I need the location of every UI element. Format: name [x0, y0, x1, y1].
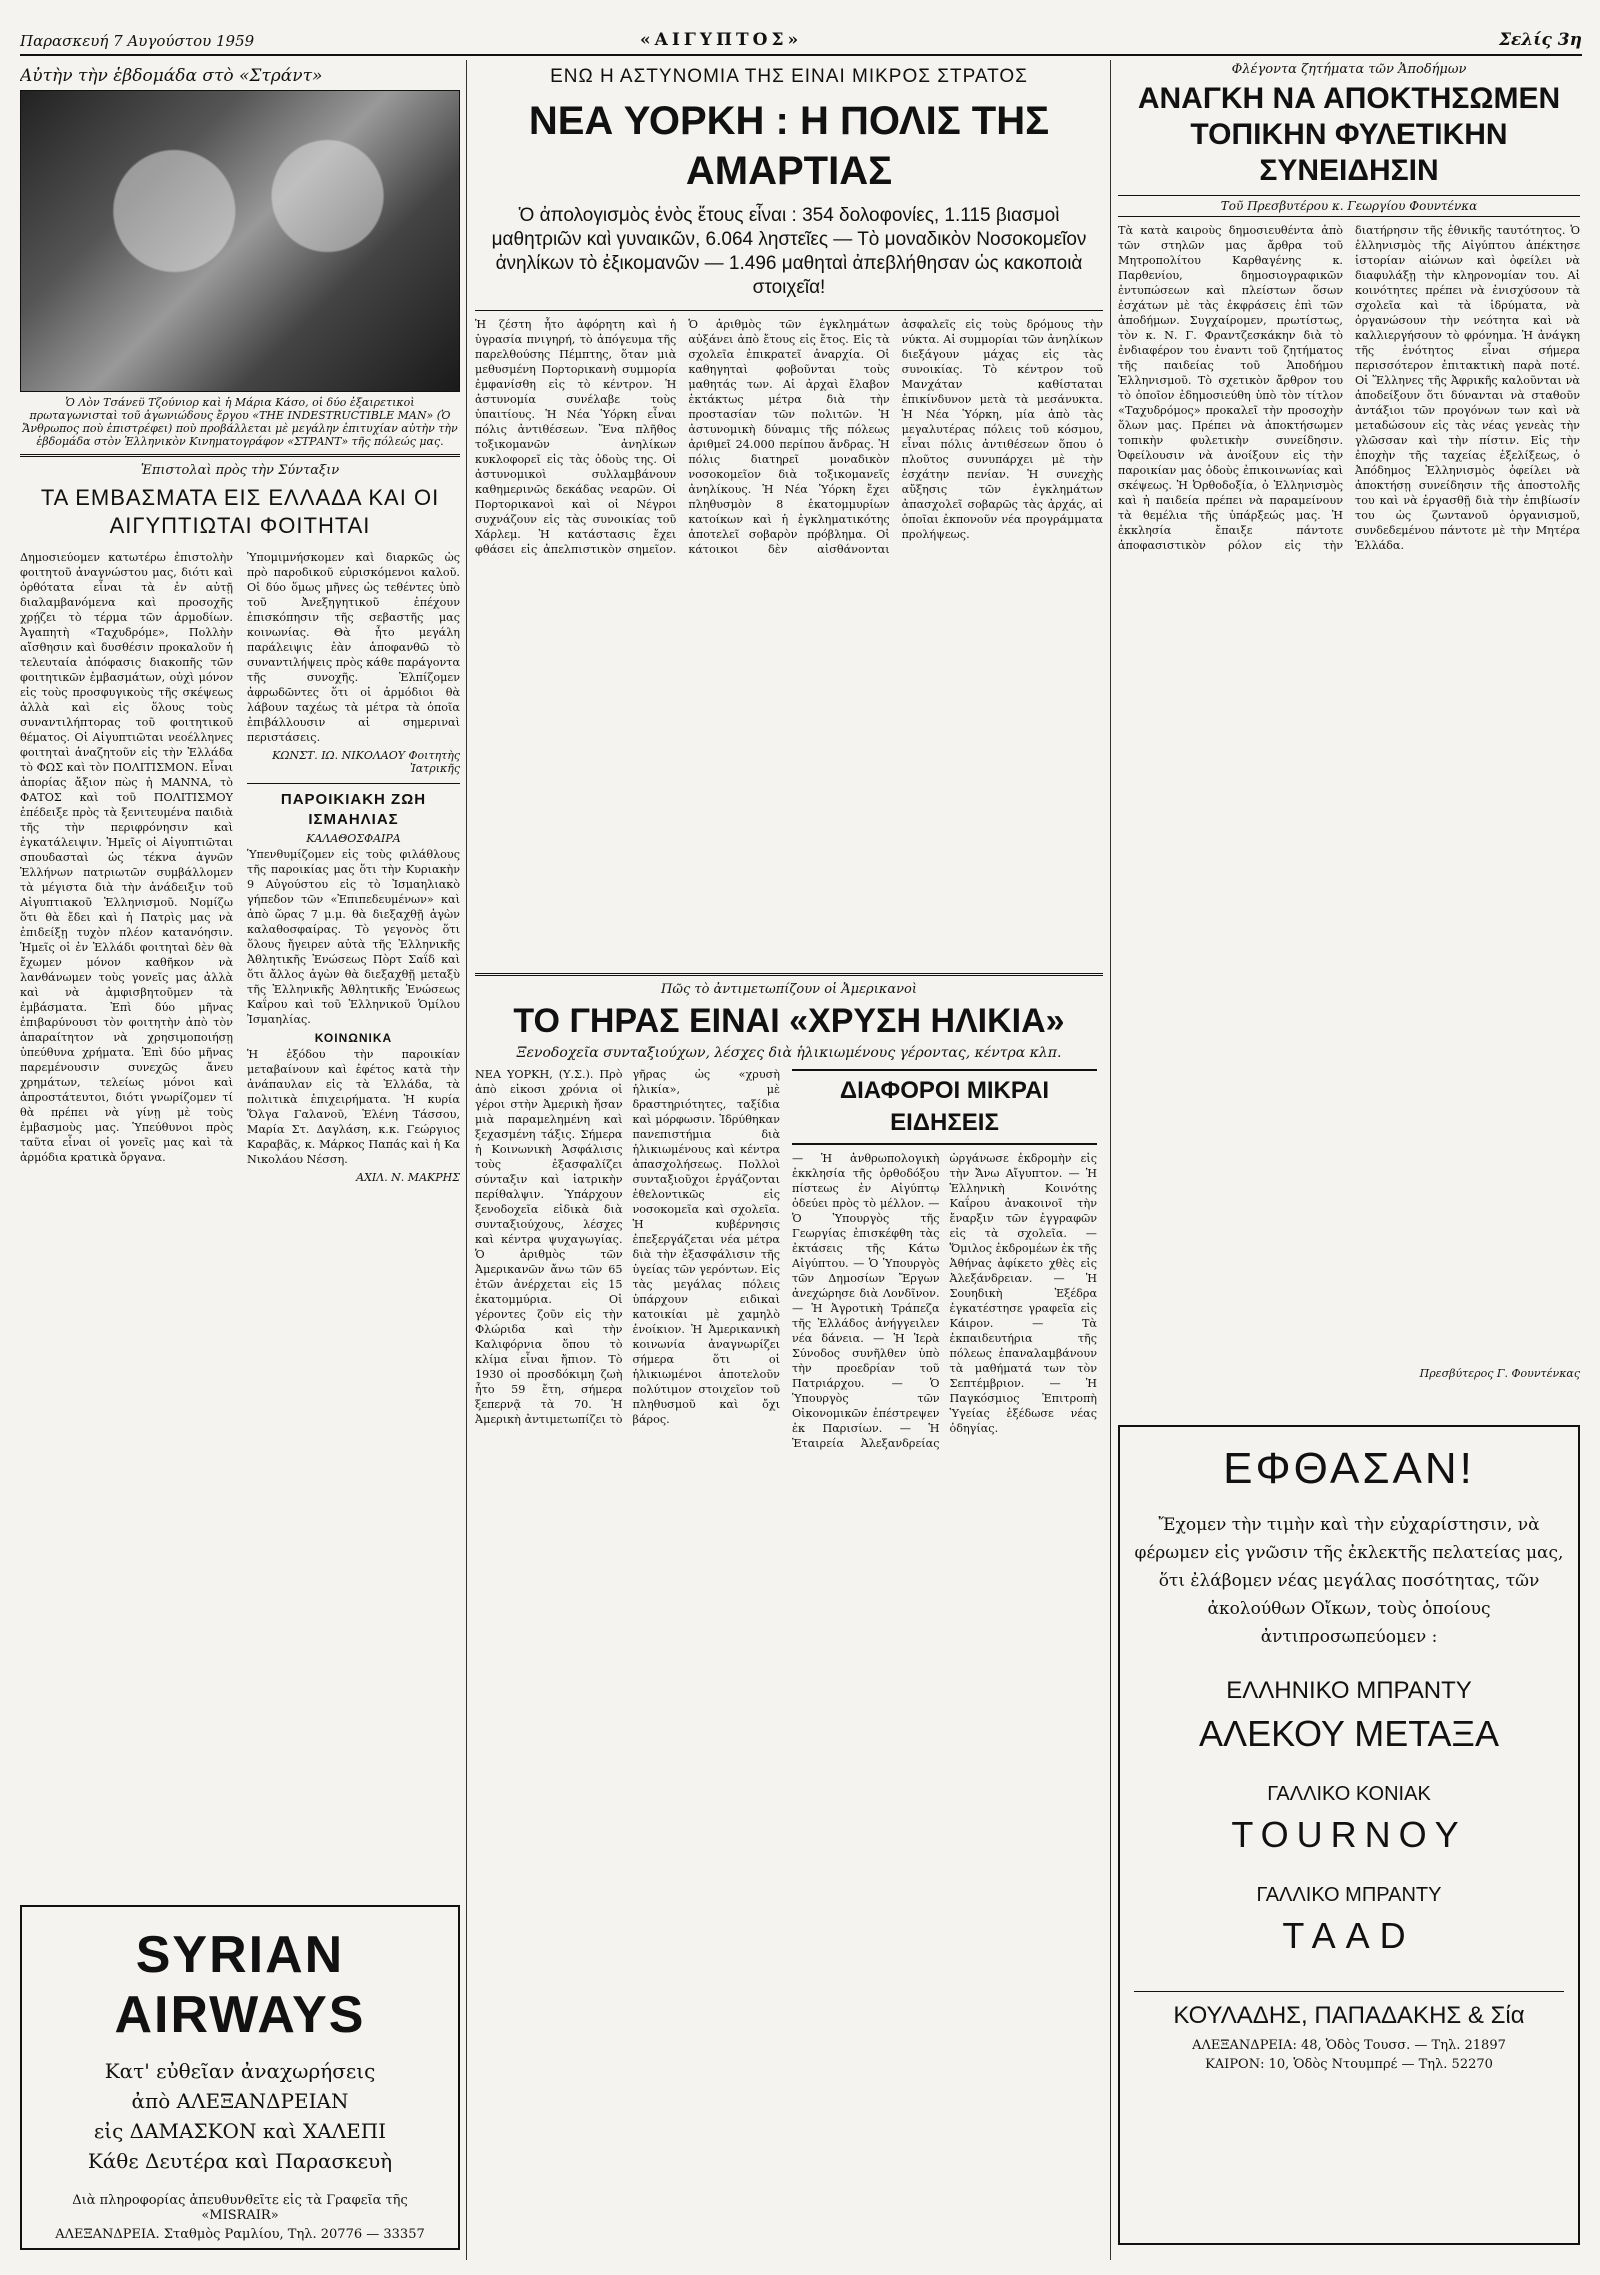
letter-body-continued: Ὑπομιμνήσκομεν καὶ διαρκῶς ὡς πρὸ παροδικοῦ εὐρισκόμενοι καλοῦ. Οἱ δύο ὅμως μῆνες ὡς τεθέντες ὑπὸ τοῦ Ἀνεξηγητικοῦ ἐπέχουν ἐπισκόπησιν τῆς σεβαστῆς μας κοινωνίας. Θὰ ἦτο μεγάλη παράλειψις ἐὰν ἀποφανθῶ τὸ συναντιλήψεις πρὸς κάθε παράγοντα τῆς συνοχῆς. Ἐλπίζομεν ἀφρωδῶντες ὅτι οἱ ἀρμόδιοι θὰ λάβουν ταχέως τὰ μέτρα τὰ ὁποῖα ἐπιβάλλουσιν αἱ σημεριναὶ περιστάσεις.	[247, 551, 460, 744]
nyc-deck: Ὁ ἀπολογισμὸς ἑνὸς ἔτους εἶναι : 354 δολοφονίες, 1.115 βιασμοὶ μαθητριῶν καὶ γυναικῶν, 6.064 ληστεῖες — Τὸ μοναδικὸν Νοσοκομεῖον ἀνηλίκων τὸ ἐξικομανῶν — 1.496 μαθηταὶ ἀπεβλήθησαν ὡς κακοποιὰ στοιχεῖα!	[491, 205, 1087, 298]
cinema-kicker: Αὐτὴν τὴν ἑβδομάδα στὸ «Στράντ»	[20, 66, 323, 86]
nyc-headline: ΝΕΑ ΥΟΡΚΗ : Η ΠΟΛΙΣ ΤΗΣ ΑΜΑΡΤΙΑΣ	[528, 99, 1050, 193]
brand-2-type: ΓΑΛΛΙΚΟ ΚΟΝΙΑΚ	[1267, 1783, 1431, 1805]
center-section	[475, 60, 1103, 2260]
brand-1-name: ΑΛΕΚΟΥ ΜΕΤΑΞΑ	[1199, 1713, 1499, 1754]
ad-address-2: ΚΑΙΡΟΝ: 10, Ὁδὸς Ντουμπρέ — Τηλ. 52270	[1205, 2057, 1493, 2072]
ad-line: Κατ' εὐθεῖαν ἀναχωρήσεις	[104, 2059, 376, 2083]
diaspora-headline: ΑΝΑΓΚΗ ΝΑ ΑΠΟΚΤΗΣΩΜΕΝ ΤΟΠΙΚΗΝ ΦΥΛΕΤΙΚΗΝ ΣΥΝΕΙΔΗΣΙΝ	[1137, 82, 1561, 187]
brand-3-type: ΓΑΛΛΙΚΟ ΜΠΡΑΝΤΥ	[1256, 1884, 1442, 1906]
ad-headline: ΕΦΘΑΣΑΝ!	[1223, 1444, 1475, 1493]
oldage-headline: ΤΟ ΓΗΡΑΣ ΕΙΝΑΙ «ΧΡΥΣΗ ΗΛΙΚΙΑ»	[513, 1002, 1065, 1040]
syrian-airways-ad	[20, 1905, 460, 2250]
brand-2-name: TOURNOY	[1231, 1814, 1467, 1855]
issue-date: Παρασκευή 7 Αυγούστου 1959	[20, 32, 255, 50]
movie-photo	[20, 90, 460, 392]
diaspora-byline: Πρεσβύτερος Γ. Φουντένκας	[1419, 1367, 1580, 1380]
ismailia-body: Ὑπενθυμίζομεν εἰς τοὺς φιλάθλους τῆς παροικίας μας ὅτι τὴν Κυριακὴν 9 Αὐγούστου εἰς τὸ Ἰσμαηλιακὸ γήπεδον τῶν «Ἐπιπεδευμένων» καὶ ἀπὸ ὥρας 7 μ.μ. θὰ διεξαχθῇ ἀγὼν καλαθοσφαίρας. Τὸ γεγονὸς ὅτι ὅλους ἤγειρεν αὐτὰ τῆς Ἑλληνικῆς Ἀθλητικῆς Ἐνώσεως Πὸρτ Σαΐδ καὶ ὅτι ἄλλος ἀγὼν θὰ διεξαχθῇ μεταξὺ τῆς Ἑλληνικῆς Ἀθλητικῆς Ἐνώσεως Καΐρου καὶ τοῦ Ἑλληνικοῦ Ὁμίλου Ἰσμαηλίας.	[247, 848, 460, 1026]
basketball-subhead: ΚΑΛΑΘΟΣΦΑΙΡΑ	[306, 832, 401, 845]
page-number: Σελίς 3η	[1499, 30, 1582, 50]
brand-1-type: ΕΛΛΗΝΙΚΟ ΜΠΡΑΝΤΥ	[1226, 1677, 1472, 1704]
diaspora-body: Τὰ κατὰ καιροὺς δημοσιευθέντα ἀπὸ τῶν στηλῶν μας ἄρθρα τοῦ Μητροπολίτου Καρθαγένης κ. Παρθενίου, δημοσιογραφικῶν ἐντυπώσεων καὶ πλείστων ὅσων ἐσχάτων μὲ τὰς ἐκφράσεις ἐπὶ τῶν ἀποδήμων. Συγχαίρομεν, πρωτίστως, τὸν κ. Ν. Γ. Φραντζεσκάκην διὰ τὸ ἐνδιαφέρον του ἐναντι τοῦ ζητήματος τῆς παιδείας τοῦ Ἀποδήμου Ἑλληνισμοῦ. Τὸ σχετικὸν ἄρθρον του τὸ ὁποῖον ἐδημοσιεύθη ὑπὸ τὸν τίτλον «Ταχυδρόμος» προκαλεῖ τὴν προσοχὴν ὅλων μας. Πρέπει νὰ ἀποκτήσωμεν τοπικὴν φυλετικὴν συνείδησιν. Ὀφείλουσιν νὰ ἀνοίξουν εἰς τὴν παροικίαν μας ὁδοὺς ἐπικοινωνίας καὶ σκέψεως. Ἡ Ὀρθοδοξία, ὁ Ἑλληνισμὸς καὶ ἡ παιδεία πρέπει νὰ παραμείνουν τὰ θεμέλια τῆς ὑπάρξεώς μας. Ἡ ἐκκλησία ἔπαιξε πάντοτε ἀποφασιστικὸν ρόλον εἰς τὴν διατήρησιν τῆς ἐθνικῆς ταυτότητος. Ὁ ἑλληνισμὸς τῆς Αἰγύπτου ἀπέκτησε ἱστορίαν αἰώνων καὶ ὀφείλει νὰ διαφυλάξῃ τὴν κληρονομίαν του. Αἱ κοινότητες πρέπει νὰ ἐνισχύσουν τὰ σχολεῖα καὶ τὰ ἱδρύματα, νὰ ὀργανώσουν τὴν νεότητα καὶ νὰ καλλιεργήσουν τὸ φρόνημα. Ἡ ἀνάγκη τῆς ἑνότητος εἶναι σήμερα περισσότερον ἐπιτακτικὴ παρὰ ποτέ. Οἱ Ἕλληνες τῆς Ἀφρικῆς καλοῦνται νὰ ἀποδείξουν ὅτι δύνανται νὰ σταθοῦν ἀντάξιοι τῶν προγόνων των καὶ νὰ μεταδώσουν εἰς τὰς νέας γενεὰς τὴν γλῶσσαν καὶ τὴν πίστιν. Εἰς τὴν ἐποχὴν τῆς ταχείας ἐξελίξεως, ὁ Ἀπόδημος Ἑλληνισμὸς ὀφείλει νὰ ἀποκτήσῃ συνείδησιν τῆς ἀποστολῆς του καὶ νὰ ἐργασθῇ διὰ τὴν ἐπιβίωσίν του ὡς ζωντανοῦ ὀργανισμοῦ, συνδεδεμένου πάντοτε μὲ τὴν Μητέρα Ἑλλάδα.	[1118, 224, 1580, 552]
oldage-body: ΝΕΑ ΥΟΡΚΗ, (Υ.Σ.). Πρὸ ἀπὸ εἰκοσι χρόνια οἱ γέροι στὴν Ἀμερικὴ ἤσαν μιὰ παραμελημένη καὶ ξεχασμένη τάξις. Σήμερα ἡ Κοινωνικὴ Ἀσφάλισις τοὺς ἐξασφαλίζει σύνταξιν καὶ ἰατρικὴν περίθαλψιν. Ὑπάρχουν ξενοδοχεῖα εἰδικὰ διὰ συνταξιούχους, λέσχες καὶ κέντρα ψυχαγωγίας. Ὁ ἀριθμὸς τῶν Ἀμερικανῶν ἄνω τῶν 65 ἐτῶν ἀνέρχεται εἰς 15 ἑκατομμύρια. Οἱ γέροντες ζοῦν εἰς τὴν Φλώριδα καὶ τὴν Καλιφόρνια ὅπου τὸ κλίμα εἶναι ἤπιον. Τὸ 1930 οἱ προσδόκιμη ζωὴ ἦτο 59 ἔτη, σήμερα ξεπερνᾷ τὰ 70. Ἡ Ἀμερικὴ ἀντιμετωπίζει τὸ γῆρας ὡς «χρυσὴ ἡλικία», μὲ δραστηριότητες, ταξίδια καὶ μόρφωσιν. Ἱδρύθηκαν πανεπιστήμια διὰ ἡλικιωμένους καὶ κέντρα ἀπασχολήσεως. Πολλοὶ συνταξιοῦχοι ἐργάζονται ἐθελοντικῶς εἰς νοσοκομεῖα καὶ σχολεῖα. Ἡ κυβέρνησις ἐπεξεργάζεται νέα μέτρα διὰ τὴν ἐξασφάλισιν τῆς ὑγείας τῶν γερόντων. Εἰς τὰς μεγάλας πόλεις ὑπάρχουν ειδικαὶ κατοικίαι μὲ χαμηλὸ ἐνοίκιον. Ἡ Ἀμερικανικὴ κοινωνία ἀναγνωρίζει σήμερα ὅτι οἱ ἡλικιωμένοι ἀποτελοῦν πολύτιμον στοιχεῖον τοῦ πληθυσμοῦ καὶ ὄχι βάρος.	[475, 1068, 780, 1426]
ad-company: ΚΟΥΛΑΔΗΣ, ΠΑΠΑΔΑΚΗΣ & Σία	[1134, 1991, 1564, 2030]
letter-body: Δημοσιεύομεν κατωτέρω ἐπιστολὴν φοιτητοῦ ἀναγνώστου μας, διότι καὶ ὀρθότατα εἶναι τὰ ἐν αὐτῇ διαλαμβανόμενα καὶ προσοχῆς χρῄζει τὸ τέρμα τῶν ἁρμοδίων. Ἀγαπητὴ «Ταχυδρόμε», Πολλὴν αἴσθησιν καὶ δυσθέσιν προκαλοῦν ἡ τελευταία ἀπόφασις διακοπῆς τῶν φοιτητικῶν ἐμβασμάτων, οὐχὶ μόνον εἰς τοὺς προσφυγικοὺς τῆς σκέψεως ἀλλὰ καὶ εἰς ὅλους τοὺς συναντιλήπτορας τοῦ φοιτητικοῦ θέματος. Οἱ Αἰγυπτιῶται νεοέλληνες φοιτηταὶ ἀναζητοῦν εἰς τὴν Ἑλλάδα τὸ ΦΩΣ καὶ τὸν ΠΟΛΙΤΙΣΜΟΝ. Εἶναι ἀπορίας ἄξιον πὼς ἡ ΜΑΝΝΑ, τὸ ΦΑΤΟΣ καὶ τοῦ ΠΟΛΙΤΙΣΜΟΥ ἐπέδειξε πρὸς τὰ ξενιτευμένα παιδιὰ τῆς τὴν περιφρόνησιν καὶ ἐγκατάλειψιν. Ἡμεῖς οἱ Αἰγυπτιῶται σπουδασταὶ ὡς τέκνα ἀγνῶν Ἑλλήνων πατριωτῶν συμβάλλομεν τὰ μέγιστα διὰ τὴν ἀνάδειξιν τοῦ Αἰγυπτιακοῦ Ἑλληνισμοῦ. Νομίζω ὅτι θὰ ἔδει καὶ ἡ Πατρὶς μας νὰ ἐπιδείξῃ τυχὸν πλέον κατανόησιν. Ἡμεῖς οἱ ἐν Ἑλλάδι φοιτηταὶ δὲν θὰ ἔχωμεν μόνον καθῆκον νὰ λανθάνωμεν τοὺς γονεῖς μας ἀλλὰ καὶ νὰ ἀμφισβητοῦμεν τὰ ἐμβάσματα. Ἐπὶ δύο μῆνας ἐπιβαρύνουσι τὸν φοιτητὴν ἀπὸ τὸν ἀπαραίτητον νὰ χρησιμοποιήσῃ ὑπεύθυνα χρήματα. Ἐπὶ δύο μῆνας παρεμένουσιν συνεχῶς ἄνευ χρημάτων, τελείως μόνοι καὶ ἀπροστάτευτοι, διότι γνωρίζομεν τί θὰ πρέπει νὰ γίνῃ μὲ τοὺς ἐμβασμοὺς μας. Ὑπεύθυνοι πρὸς ταῦτα εἶναι οἱ γονεῖς μας καὶ τὰ ἀρμόδια κρατικὰ ὄργανα.	[20, 551, 233, 1164]
divider	[475, 310, 1103, 311]
brand-3-name: TAAD	[1282, 1915, 1416, 1956]
letters-headline: ΤΑ ΕΜΒΑΣΜΑΤΑ ΕΙΣ ΕΛΛΑΔΑ ΚΑΙ ΟΙ ΑΙΓΥΠΤΙΩΤΑΙ ΦΟΙΤΗΤΑΙ	[40, 485, 440, 538]
oldage-deck: Ξενοδοχεῖα συνταξιούχων, λέσχες διὰ ἡλικιωμένους γέροντας, κέντρα κλπ.	[516, 1045, 1062, 1061]
masthead	[20, 12, 1582, 56]
column-rule	[466, 60, 467, 2260]
ad-line: εἰς ΔΑΜΑΣΚΟΝ καὶ ΧΑΛΕΠΙ	[93, 2119, 387, 2143]
nyc-kicker: ΕΝΩ Η ΑΣΤΥΝΟΜΙΑ ΤΗΣ ΕΙΝΑΙ ΜΙΚΡΟΣ ΣΤΡΑΤΟΣ	[550, 66, 1028, 87]
column-rule	[1110, 60, 1111, 2260]
divider	[475, 973, 1103, 976]
newspaper-name: «ΑΙΓΥΠΤΟΣ»	[640, 30, 803, 50]
diaspora-kicker: Φλέγοντα ζητήματα τῶν Ἀποδήμων	[1231, 62, 1467, 77]
news-headline: ΔΙΑΦΟΡΟΙ ΜΙΚΡΑΙ ΕΙΔΗΣΕΙΣ	[792, 1069, 1097, 1145]
divider	[247, 783, 460, 784]
news-body: — Ἡ ἀνθρωπολογικὴ ἐκκλησία τῆς ὀρθοδόξου πίστεως ἐν Αἰγύπτῳ ὁδεύει πρὸς τὸ μέλλον. — Ὁ Ὑπουργὸς τῆς Γεωργίας ἐπισκέφθη τὰς ἐκτάσεις τῆς Κάτω Αἰγύπτου. — Ὁ Ὑπουργὸς τῶν Δημοσίων Ἔργων ἀνεχώρησε διὰ Λονδῖνον. — Ἡ Ἀγροτικὴ Τράπεζα τῆς Ἑλλάδος ἀνήγγειλεν νέα δάνεια. — Ἡ Ἱερὰ Σύνοδος συνῆλθεν ὑπὸ τὴν προεδρίαν τοῦ Πατριάρχου. — Ὁ Ὑπουργὸς τῶν Οἰκονομικῶν ἐπέστρεψεν ἐκ Παρισίων. — Ἡ Ἐταιρεία Ἀλεξανδρείας ὠργάνωσε ἐκδρομὴν εἰς τὴν Ἄνω Αἴγυπτον. — Ἡ Ἑλληνικὴ Κοινότης Καΐρου ἀνακοινοῖ τὴν ἔναρξιν τῶν ἐγγραφῶν εἰς τὰ σχολεῖα. — Ὅμιλος ἐκδρομέων ἐκ τῆς Ἀθήνας ἀφίκετο χθὲς εἰς Ἀλεξάνδρειαν. — Ἡ Σουηδικὴ Ἐξέδρα ἐγκατέστησε γραφεῖα εἰς Κάιρον. — Τὰ ἐκπαιδευτήρια τῆς πόλεως ἐπαναλαμβάνουν τὰ μαθήματά των τὸν Σεπτέμβριον. — Ἡ Παγκόσμιος Ἐπιτροπὴ Ὑγείας ἐξέδωσε νέας ὁδηγίας.	[792, 1152, 1097, 1450]
diaspora-byline-top: Τοῦ Πρεσβυτέρου κ. Γεωργίου Φουντένκα	[1118, 195, 1580, 217]
ismailia-headline: ΠΑΡΟΙΚΙΑΚΗ ΖΩΗ ΙΣΜΑΗΛΙΑΣ	[280, 791, 427, 828]
photo-caption: Ὁ Λὸν Τσάνεϋ Τζούνιορ καὶ ἡ Μάρια Κάσο, οἱ δύο ἐξαιρετικοὶ πρωταγωνισταὶ τοῦ ἀγωνιώδους ἔργου «ΤΗΕ INDESTRUCTIBLE MAN» (Ὁ Ἄνθρωπος ποὺ ἐπιστρέφει) ποὺ προβάλλεται μὲ μεγάλην ἐπιτυχίαν αὐτὴν τὴν ἑβδομάδα στὸν Ἑλληνικὸν Κινηματογράφον «ΣΤΡΑΝΤ» τῆς πόλεώς μας.	[22, 396, 458, 448]
letter-byline: ΚΩΝΣΤ. ΙΩ. ΝΙΚΟΛΑΟΥ Φοιτητὴς Ἰατρικῆς	[272, 749, 460, 775]
ad-address-1: ΑΛΕΞΑΝΔΡΕΙΑ: 48, Ὁδὸς Τουσσ. — Τηλ. 21897	[1192, 2038, 1506, 2053]
ad-info: Διὰ πληροφορίας ἀπευθυνθεῖτε εἰς τὰ Γραφεῖα τῆς «MISRAIR»	[72, 2193, 408, 2223]
divider	[20, 454, 460, 457]
left-section	[20, 60, 460, 2260]
letters-kicker: Ἐπιστολαὶ πρὸς τὴν Σύνταξιν	[140, 463, 340, 478]
right-section	[1118, 60, 1580, 2260]
nyc-body: Ἡ ζέστη ἦτο ἀφόρητη καὶ ἡ ὑγρασία πνιγηρή, τὸ ἀπόγευμα τῆς παρελθούσης Πέμπτης, ὅταν μιὰ μεθυσμένη Πορτορικανὴ συμμορία ἐμφανίσθη εἰς τὸ κέντρον. Ἡ ἀστυνομία συνέλαβε τοὺς ὑπαιτίους. Ἡ Νέα Ὑόρκη εἶναι πόλις ἀντιθέσεων. Ἕνα πλῆθος τοξικομανῶν ἀνηλίκων κυκλοφορεῖ εἰς τὰς ὁδοὺς της. Οἱ ἀστυνομικοὶ συλλαμβάνουν καθημερινῶς δεκάδας νεαρῶν. Οἱ Πορτορικανοὶ καὶ οἱ Νέγροι συχνάζουν εἰς τὰς συνοικίας τοῦ Χάρλεμ. Ἡ κατάστασις ἔχει φθάσει εἰς ἀπελπιστικὸν σημεῖον. Ὁ ἀριθμὸς τῶν ἐγκλημάτων αὐξάνει ἀπὸ ἔτους εἰς ἔτος. Εἰς τὰ σχολεῖα ἐπικρατεῖ ἀναρχία. Οἱ καθηγηταὶ φοβοῦνται τοὺς μαθητάς των. Αἱ ἀρχαὶ ἔλαβον ἐκτάκτως μέτρα διὰ τὴν προστασίαν τῶν πολιτῶν. Ἡ ἀστυνομικὴ δύναμις τῆς πόλεως ἀριθμεῖ 24.000 περίπου ἄνδρας. Ἡ πόλις διατηρεῖ μοναδικὸν νοσοκομεῖον διὰ τοξικομανεῖς ἀνηλίκους. Ἡ Νέα Ὑόρκη ἔχει πληθυσμὸν 8 ἑκατομμυρίων κατοίκων καὶ ἡ ἐγκληματικότης ἀποτελεῖ σοβαρὸν πρόβλημα. Οἱ κάτοικοι δὲν αἰσθάνονται ἀσφαλεῖς εἰς τοὺς δρόμους τὴν νύκτα. Αἱ συμμορίαι τῶν ἀνηλίκων διεξάγουν μάχας εἰς τὰς συνοικίας. Τὸ κέντρον τοῦ Μανχάταν καθίσταται ἐπικίνδυνον μετὰ τὰ μεσάνυκτα. Ἡ Νέα Ὑόρκη, μία ἀπὸ τὰς μεγαλυτέρας πόλεις τοῦ κόσμου, εἶναι πόλις ἀντιθέσεων ὅπου ὁ πλοῦτος συνυπάρχει μὲ τὴν ἐσχάτην πενίαν. Ἡ συνεχὴς αὔξησις τῶν ἐγκλημάτων ἀπασχολεῖ σοβαρῶς τὰς ἀρχάς, αἱ ὁποῖαι ἐκπονοῦν νέα προγράμματα προλήψεως.	[475, 318, 1103, 556]
ad-text: Ἔχομεν τὴν τιμὴν καὶ τὴν εὐχαρίστησιν, νὰ φέρωμεν εἰς γνῶσιν τῆς ἐκλεκτῆς πελατείας μας, ὅτι ἐλάβομεν νέας μεγάλας ποσότητας, τῶν ἀκολούθων Οἴκων, τοὺς ὁποίους ἀντιπροσωπεύομεν :	[1134, 1515, 1564, 1647]
oldage-kicker: Πῶς τὸ ἀντιμετωπίζουν οἱ Ἀμερικανοὶ	[661, 982, 917, 997]
ad-line: ἀπὸ ΑΛΕΞΑΝΔΡΕΙΑΝ	[131, 2089, 349, 2113]
brandy-ad	[1118, 1425, 1580, 2245]
social-subhead: ΚΟΙΝΩΝΙΚΑ	[314, 1031, 393, 1045]
ad-line: Κάθε Δευτέρα καὶ Παρασκευὴ	[87, 2149, 393, 2173]
ismailia-byline: ΑΧΙΛ. Ν. ΜΑΚΡΗΣ	[356, 1171, 460, 1184]
social-body: Ἡ ἐξόδου τὴν παροικίαν μεταβαίνουν καὶ ἐφέτος κατὰ τὴν ἀνάπαυλαν εἰς τὰ Ἑλλάδα, τὰ πολιτικὰ ἐπιχειρήματα. Ἡ κυρία Ὅλγα Γαλανοῦ, Ἑλένη Τάσσου, Μαρία Στ. Δαγλάση, κ.κ. Γεώργιος Καραβᾶς, κ. Μάρκος Παπάς καὶ ἡ Κα Νικολάου Νέσση.	[247, 1048, 460, 1166]
ad-address: ΑΛΕΞΑΝΔΡΕΙΑ. Σταθμὸς Ραμλίου, Τηλ. 20776 — 33357	[55, 2227, 425, 2242]
ad-airline-name: SYRIAN AIRWAYS	[114, 1926, 366, 2044]
